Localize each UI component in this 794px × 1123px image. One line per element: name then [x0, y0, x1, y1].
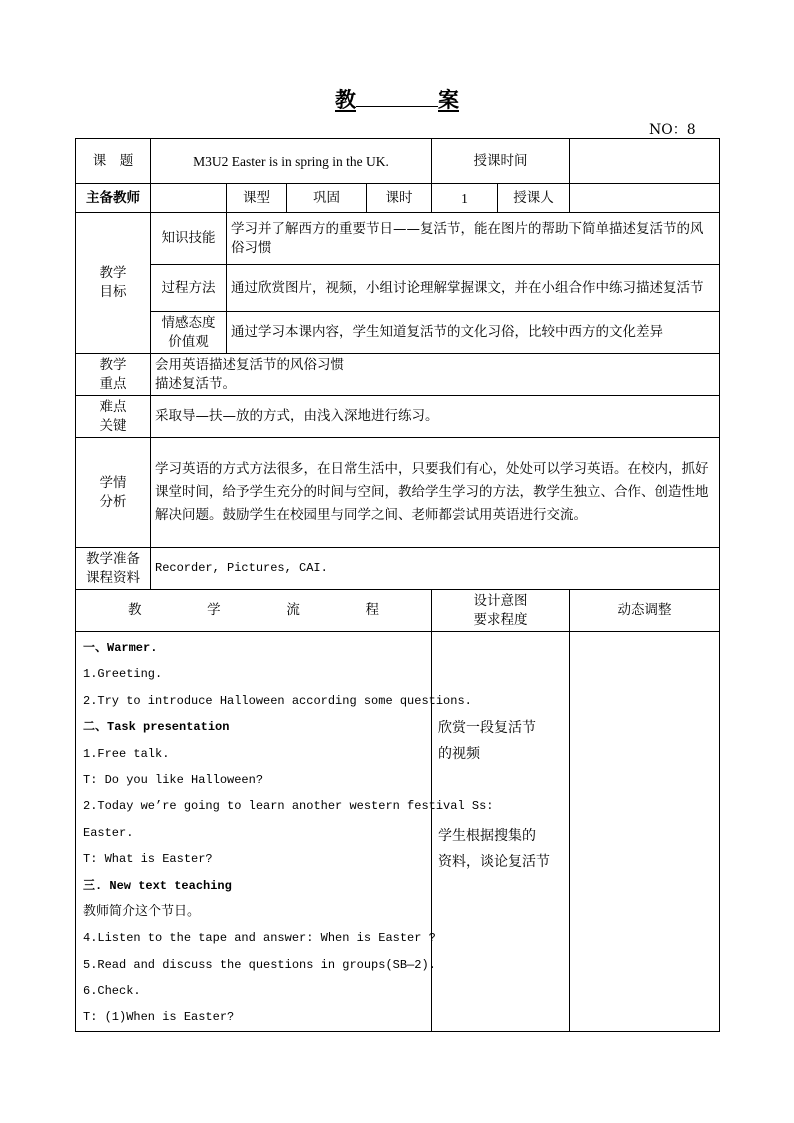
process-body-row — [76, 632, 720, 1032]
goal-process-text: 通过欣赏图片，视频，小组讨论理解掌握课文，并在小组合作中练习描述复活节 — [227, 265, 720, 312]
goal-attitude-label-line1: 情感态度 — [161, 314, 216, 331]
class-time-label: 授课时间 — [432, 139, 570, 184]
design-intent-content — [432, 632, 570, 1032]
title-right: 案 — [438, 88, 459, 112]
lesson-type-label: 课型 — [227, 184, 287, 213]
process-line-8: Easter. — [83, 825, 134, 840]
analysis-row — [76, 438, 720, 548]
topic-row — [76, 139, 720, 184]
period-label: 课时 — [367, 184, 432, 213]
process-line-11: 教师简介这个节日。 — [83, 903, 201, 919]
prep-label — [76, 548, 151, 590]
process-line-3: 2.Try to introduce Halloween according some questions. — [83, 693, 472, 708]
process-line-5: 1.Free talk. — [83, 746, 170, 761]
design-note-2 — [438, 823, 565, 876]
process-line-9: T: What is Easter? — [83, 852, 213, 867]
analysis-text: 学习英语的方式方法很多，在日常生活中，只要我们有心，处处可以学习英语。在校内，抓好课堂时间，给予学生充分的时间与空间，教给学生学习的方法，教学生独立、合作、创造性地解决问题。鼓励学生在校园里与同学之间、老师都尝试用英语进行交流。 — [151, 438, 720, 548]
lead-teacher-label: 主备教师 — [76, 184, 151, 213]
process-line-2: 1.Greeting. — [83, 667, 163, 682]
design-note-1 — [438, 715, 565, 768]
teacher-row — [76, 184, 720, 213]
process-line-15: T: (1)When is Easter? — [83, 1010, 235, 1025]
dynamic-adjust-header: 动态调整 — [570, 590, 720, 632]
process-header-char-2: 学 — [207, 602, 221, 618]
process-line-14: 6.Check. — [83, 984, 141, 999]
goal-knowledge-text: 学习并了解西方的重要节日——复活节，能在图片的帮助下简单描述复活节的风俗习惯 — [227, 213, 720, 265]
process-line-7: 2.Today we’re going to learn another western festival Ss: — [83, 799, 494, 814]
prep-row — [76, 548, 720, 590]
goal-attitude-text: 通过学习本课内容，学生知道复活节的文化习俗，比较中西方的文化差异 — [227, 312, 720, 354]
document-number: NO：8 — [649, 122, 696, 138]
process-header-chars — [80, 601, 427, 620]
difficulty-label-line2: 关键 — [99, 417, 127, 434]
process-header-char-3: 流 — [286, 602, 300, 618]
process-line-6: T: Do you like Halloween? — [83, 772, 264, 787]
difficulty-label — [76, 396, 151, 438]
analysis-label — [76, 438, 151, 548]
design-spacer-2 — [438, 768, 565, 823]
document-title — [0, 84, 794, 114]
process-header — [76, 590, 432, 632]
focus-label — [76, 354, 151, 396]
design-note-1-line2: 的视频 — [438, 746, 481, 763]
goal-process-label: 过程方法 — [151, 265, 227, 312]
goal-attitude-label-line2: 价值观 — [168, 333, 209, 350]
process-header-row — [76, 590, 720, 632]
lesson-type-value: 巩固 — [287, 184, 367, 213]
title-underline-gap — [356, 88, 438, 107]
goal-row-attitude — [76, 312, 720, 354]
topic-value: M3U2 Easter is in spring in the UK. — [151, 139, 432, 184]
analysis-label-line1: 学情 — [99, 474, 127, 491]
difficulty-text: 采取导—扶—放的方式，由浅入深地进行练习。 — [151, 396, 720, 438]
lecturer-value — [570, 184, 720, 213]
process-line-4: 二、Task presentation — [83, 720, 230, 735]
process-line-1: 一、Warmer. — [83, 641, 158, 655]
prep-label-line2: 课程资料 — [86, 569, 140, 586]
dynamic-adjust-content — [570, 632, 720, 1032]
difficulty-label-line1: 难点 — [99, 398, 127, 415]
focus-text-line1: 会用英语描述复活节的风俗习惯 — [155, 356, 344, 373]
design-note-1-line1: 欣赏一段复活节 — [438, 720, 537, 736]
design-intent-header-line2: 要求程度 — [473, 611, 528, 628]
lead-teacher-value — [151, 184, 227, 213]
focus-text — [151, 354, 720, 396]
process-line-13: 5.Read and discuss the questions in groups(SB—2). — [83, 957, 436, 972]
analysis-label-line2: 分析 — [99, 493, 127, 510]
process-line-10: 三. New text teaching — [83, 878, 232, 893]
design-note-2-line1: 学生根据搜集的 — [438, 827, 537, 844]
focus-label-line2: 重点 — [99, 375, 127, 392]
goals-label-line2: 目标 — [99, 284, 127, 300]
focus-text-line2: 描述复活节。 — [155, 375, 236, 392]
design-intent-header-line1: 设计意图 — [473, 592, 528, 609]
process-header-char-4: 程 — [365, 602, 380, 618]
goal-row-knowledge — [76, 213, 720, 265]
period-value: 1 — [432, 184, 498, 213]
goal-knowledge-label: 知识技能 — [151, 213, 227, 265]
prep-label-line1: 教学准备 — [86, 550, 140, 567]
prep-text: Recorder, Pictures, CAI. — [151, 548, 720, 590]
lecturer-label: 授课人 — [498, 184, 570, 213]
goal-attitude-label — [151, 312, 227, 354]
design-note-2-line2: 资料，谈论复活节 — [438, 854, 551, 871]
focus-row — [76, 354, 720, 396]
class-time-value — [570, 139, 720, 184]
title-left: 教 — [335, 88, 356, 112]
goals-label-line1: 教学 — [99, 265, 127, 281]
lesson-plan-table — [75, 138, 720, 1032]
process-line-12: 4.Listen to the tape and answer: When is Easter ? — [83, 931, 436, 946]
difficulty-row — [76, 396, 720, 438]
process-header-char-1: 教 — [128, 602, 142, 618]
goal-row-process — [76, 265, 720, 312]
design-intent-header — [432, 590, 570, 632]
goals-label — [76, 213, 151, 354]
topic-label: 课 题 — [76, 139, 151, 184]
focus-label-line1: 教学 — [99, 356, 127, 373]
